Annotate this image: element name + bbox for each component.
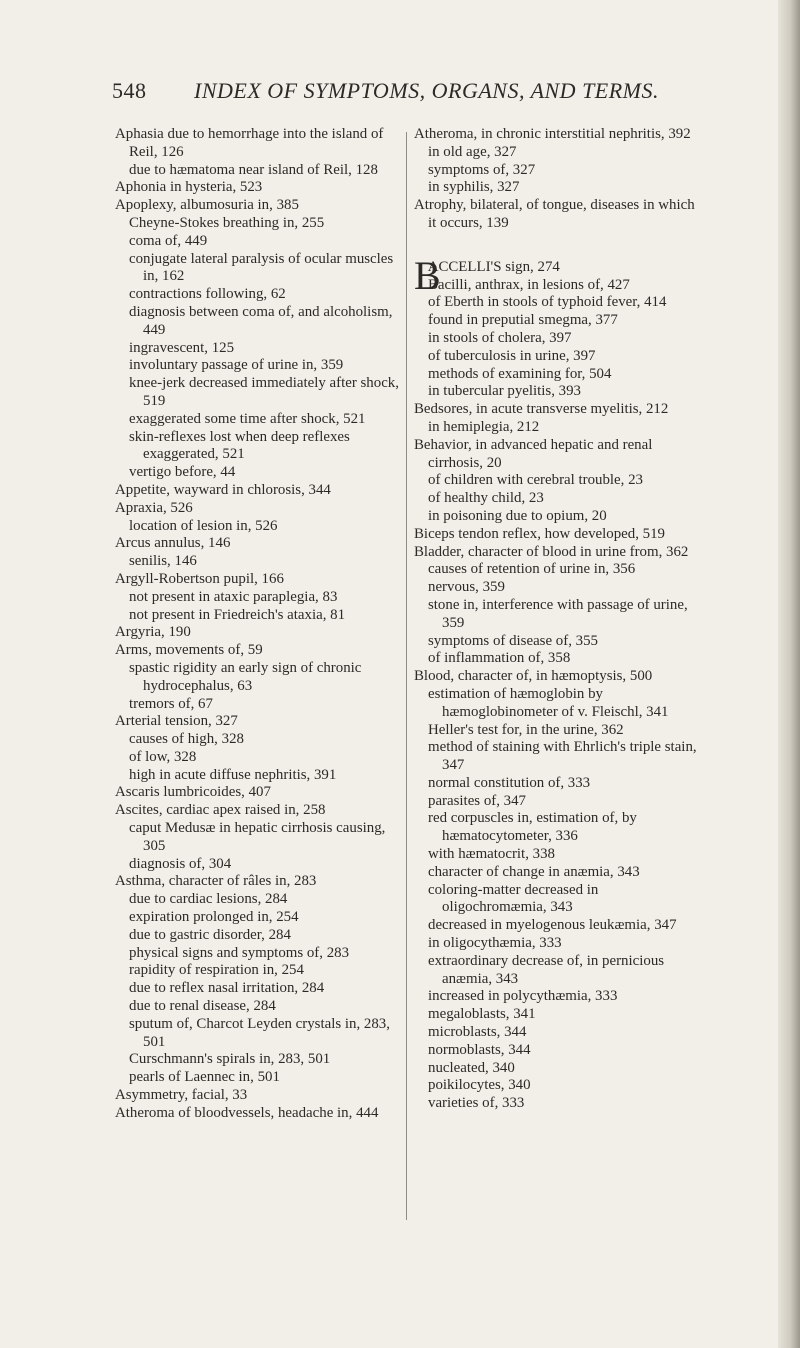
index-entry: due to gastric disorder, 284	[129, 926, 291, 943]
index-entry: Arms, movements of, 59	[115, 642, 263, 659]
index-entry: Apoplexy, albumosuria in, 385	[115, 197, 299, 214]
index-entry: due to hæmatoma near island of Reil, 128	[129, 161, 378, 178]
index-entry: Atheroma of bloodvessels, headache in, 444	[115, 1104, 379, 1121]
index-entry: of inflammation of, 358	[428, 650, 571, 667]
index-entry: Arterial tension, 327	[115, 713, 238, 730]
index-entry: in syphilis, 327	[428, 179, 520, 196]
index-entry: Arcus annulus, 146	[115, 535, 231, 552]
index-entry: of Eberth in stools of typhoid fever, 414	[428, 294, 667, 311]
index-entry: coma of, 449	[129, 232, 208, 249]
index-entry: ingravescent, 125	[129, 339, 235, 356]
index-entry: of low, 328	[129, 748, 197, 765]
index-entry: rapidity of respiration in, 254	[129, 962, 304, 979]
index-entry: Atheroma, in chronic interstitial nephritis, 392	[414, 126, 691, 142]
index-entry: diagnosis between coma of, and alcoholism, 449	[129, 303, 393, 338]
index-entry: tremors of, 67	[129, 695, 213, 712]
index-entry: Aphonia in hysteria, 523	[115, 179, 263, 196]
index-entry: caput Medusæ in hepatic cirrhosis causing, 305	[129, 820, 386, 854]
index-entry: in oligocythæmia, 333	[428, 935, 562, 952]
index-entry: Bladder, character of blood in urine from, 362	[414, 543, 689, 560]
running-head: INDEX OF SYMPTOMS, ORGANS, AND TERMS.	[194, 78, 660, 103]
section-drop-cap: B	[414, 252, 441, 298]
index-entry: symptoms of disease of, 355	[428, 632, 598, 649]
index-entry: of tuberculosis in urine, 397	[428, 347, 596, 364]
page-edge-shadow	[778, 0, 800, 1348]
page-header	[112, 78, 712, 108]
index-entry: expiration prolonged in, 254	[129, 909, 299, 926]
index-entry: character of change in anæmia, 343	[428, 863, 640, 880]
index-entry: normal constitution of, 333	[428, 774, 591, 791]
index-entry: in hemiplegia, 212	[428, 418, 540, 435]
index-entry: Argyria, 190	[115, 624, 191, 641]
index-entry: extraordinary decrease of, in pernicious anæmia, 343	[428, 952, 665, 987]
index-entry: causes of high, 328	[129, 731, 244, 748]
index-entry: due to cardiac lesions, 284	[129, 891, 288, 908]
index-entry: parasites of, 347	[428, 792, 527, 809]
index-entry: poikilocytes, 340	[428, 1077, 531, 1094]
index-entry: with hæmatocrit, 338	[428, 846, 555, 863]
column-divider	[406, 132, 407, 1220]
index-entry-text: ACCELLI'S sign, 274	[427, 258, 560, 275]
index-entry: normoblasts, 344	[428, 1041, 531, 1058]
index-entry: Bedsores, in acute transverse myelitis, 212	[414, 401, 669, 418]
index-entry: symptoms of, 327	[428, 161, 536, 178]
index-entry: vertigo before, 44	[129, 464, 236, 481]
index-entry: high in acute diffuse nephritis, 391	[129, 766, 337, 783]
index-entry: in poisoning due to opium, 20	[428, 507, 607, 524]
index-entry: diagnosis of, 304	[129, 855, 232, 872]
index-entry: knee-jerk decreased immediately after shock, 519	[129, 375, 399, 409]
index-entry: Cheyne-Stokes breathing in, 255	[129, 214, 325, 231]
index-entry: Aphasia due to hemorrhage into the island of Reil, 126	[115, 126, 384, 160]
index-entry: of children with cerebral trouble, 23	[428, 472, 644, 489]
index-entry: Ascaris lumbricoides, 407	[115, 784, 271, 801]
index-entry: physical signs and symptoms of, 283	[129, 944, 350, 961]
index-entry: senilis, 146	[129, 553, 197, 570]
index-entry: method of staining with Ehrlich's triple stain, 347	[428, 739, 697, 774]
index-entry: increased in polycythæmia, 333	[428, 988, 618, 1005]
index-entry: pearls of Laennec in, 501	[129, 1069, 280, 1086]
index-entry: Bacilli, anthrax, in lesions of, 427	[428, 276, 630, 293]
index-entry: in stools of cholera, 397	[428, 329, 572, 346]
index-entry: contractions following, 62	[129, 286, 286, 303]
index-entry: Ascites, cardiac apex raised in, 258	[115, 802, 326, 819]
index-entry: Blood, character of, in hæmoptysis, 500	[414, 668, 653, 685]
index-entry: Atrophy, bilateral, of tongue, diseases in which it occurs, 139	[414, 197, 695, 231]
index-entry: Appetite, wayward in chlorosis, 344	[115, 481, 331, 498]
index-entry: Behavior, in advanced hepatic and renal cirrhosis, 20	[414, 436, 653, 471]
page-number: 548	[112, 78, 147, 103]
index-entry: Asymmetry, facial, 33	[115, 1087, 248, 1104]
index-entry: Heller's test for, in the urine, 362	[428, 721, 624, 738]
index-entry: microblasts, 344	[428, 1024, 527, 1041]
index-entry: conjugate lateral paralysis of ocular muscles in, 162	[129, 250, 394, 285]
index-entry: due to reflex nasal irritation, 284	[129, 980, 325, 997]
index-entry: methods of examining for, 504	[428, 365, 612, 382]
index-entry: Curschmann's spirals in, 283, 501	[129, 1051, 331, 1068]
index-entry: varieties of, 333	[428, 1095, 525, 1112]
index-entry: skin-reflexes lost when deep reflexes exaggerated, 521	[129, 428, 350, 463]
index-entry: involuntary passage of urine in, 359	[129, 357, 344, 374]
index-entry: Biceps tendon reflex, how developed, 519	[414, 525, 666, 542]
index-entry: causes of retention of urine in, 356	[428, 561, 636, 578]
index-column-left	[115, 126, 404, 1123]
index-entry: sputum of, Charcot Leyden crystals in, 283, 501	[129, 1015, 390, 1050]
index-entry: Apraxia, 526	[115, 499, 193, 516]
index-entry: megaloblasts, 341	[428, 1006, 536, 1023]
index-entry: in old age, 327	[428, 143, 517, 160]
index-entry: of healthy child, 23	[428, 490, 544, 507]
index-entry: Asthma, character of râles in, 283	[115, 873, 317, 890]
index-entry: location of lesion in, 526	[129, 517, 278, 534]
index-entry: nervous, 359	[428, 579, 505, 596]
index-entry: stone in, interference with passage of urine, 359	[428, 596, 688, 631]
index-entry: in tubercular pyelitis, 393	[428, 383, 582, 400]
index-entry: exaggerated some time after shock, 521	[129, 410, 366, 427]
index-entry: coloring-matter decreased in oligochromæmia, 343	[428, 881, 599, 916]
index-entry: found in preputial smegma, 377	[428, 312, 618, 329]
index-entry: due to renal disease, 284	[129, 998, 276, 1015]
index-entry: Argyll-Robertson pupil, 166	[115, 570, 284, 587]
index-entry: estimation of hæmoglobin by hæmoglobinometer of v. Fleischl, 341	[428, 685, 669, 720]
index-column-right	[414, 126, 703, 1113]
index-entry: red corpuscles in, estimation of, by hæmatocytometer, 336	[428, 810, 637, 845]
index-entry: not present in ataxic paraplegia, 83	[129, 588, 338, 605]
index-entry: not present in Friedreich's ataxia, 81	[129, 606, 346, 623]
index-entry: spastic rigidity an early sign of chronic hydrocephalus, 63	[129, 659, 362, 694]
index-entry: decreased in myelogenous leukæmia, 347	[428, 917, 677, 934]
index-entry: nucleated, 340	[428, 1059, 515, 1076]
